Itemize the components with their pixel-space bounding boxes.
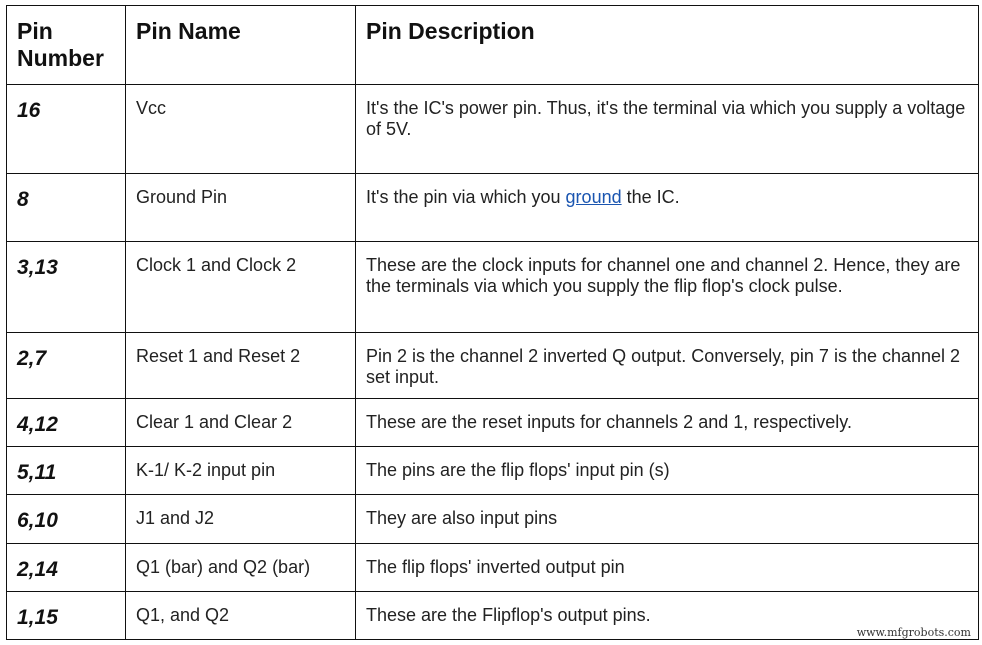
pin-description: The pins are the flip flops' input pin (s) <box>356 447 979 495</box>
pin-table <box>6 5 979 640</box>
pin-description: It's the IC's power pin. Thus, it's the terminal via which you supply a voltage of 5V. <box>356 85 979 174</box>
header-pin-name: Pin Name <box>126 6 356 85</box>
table-row <box>7 85 979 174</box>
table-row <box>7 495 979 544</box>
pin-number: 4,12 <box>7 399 126 447</box>
pin-name: K-1/ K-2 input pin <box>126 447 356 495</box>
desc-text: It's the pin via which you <box>366 187 566 207</box>
table-row <box>7 592 979 640</box>
table-row <box>7 174 979 242</box>
pin-number: 8 <box>7 174 126 242</box>
pin-name: Q1, and Q2 <box>126 592 356 640</box>
pin-name: Ground Pin <box>126 174 356 242</box>
pin-description: Pin 2 is the channel 2 inverted Q output. Conversely, pin 7 is the channel 2 set input. <box>356 333 979 399</box>
pin-number: 6,10 <box>7 495 126 544</box>
table-row <box>7 333 979 399</box>
table-row <box>7 447 979 495</box>
header-pin-number: Pin Number <box>7 6 126 85</box>
table-header-row <box>7 6 979 85</box>
pin-name: J1 and J2 <box>126 495 356 544</box>
ground-link[interactable]: ground <box>565 187 622 207</box>
pin-description: They are also input pins <box>356 495 979 544</box>
pin-number: 5,11 <box>7 447 126 495</box>
pin-number: 1,15 <box>7 592 126 640</box>
table-row <box>7 544 979 592</box>
pin-description: These are the reset inputs for channels 2 and 1, respectively. <box>356 399 979 447</box>
pin-name: Vcc <box>126 85 356 174</box>
desc-text: the IC. <box>621 187 680 207</box>
pin-number: 3,13 <box>7 242 126 333</box>
pin-description <box>356 174 979 242</box>
pin-name: Clear 1 and Clear 2 <box>126 399 356 447</box>
pin-description: These are the clock inputs for channel one and channel 2. Hence, they are the terminals via which you supply the flip flop's clock pulse. <box>356 242 979 333</box>
table-row <box>7 399 979 447</box>
pin-name: Q1 (bar) and Q2 (bar) <box>126 544 356 592</box>
pin-description: The flip flops' inverted output pin <box>356 544 979 592</box>
watermark: www.mfgrobots.com <box>856 626 971 639</box>
pin-number: 16 <box>7 85 126 174</box>
pin-name: Clock 1 and Clock 2 <box>126 242 356 333</box>
header-pin-description: Pin Description <box>356 6 979 85</box>
pin-number: 2,7 <box>7 333 126 399</box>
pin-name: Reset 1 and Reset 2 <box>126 333 356 399</box>
pin-description: These are the Flipflop's output pins. <box>356 592 979 640</box>
table-row <box>7 242 979 333</box>
pin-number: 2,14 <box>7 544 126 592</box>
